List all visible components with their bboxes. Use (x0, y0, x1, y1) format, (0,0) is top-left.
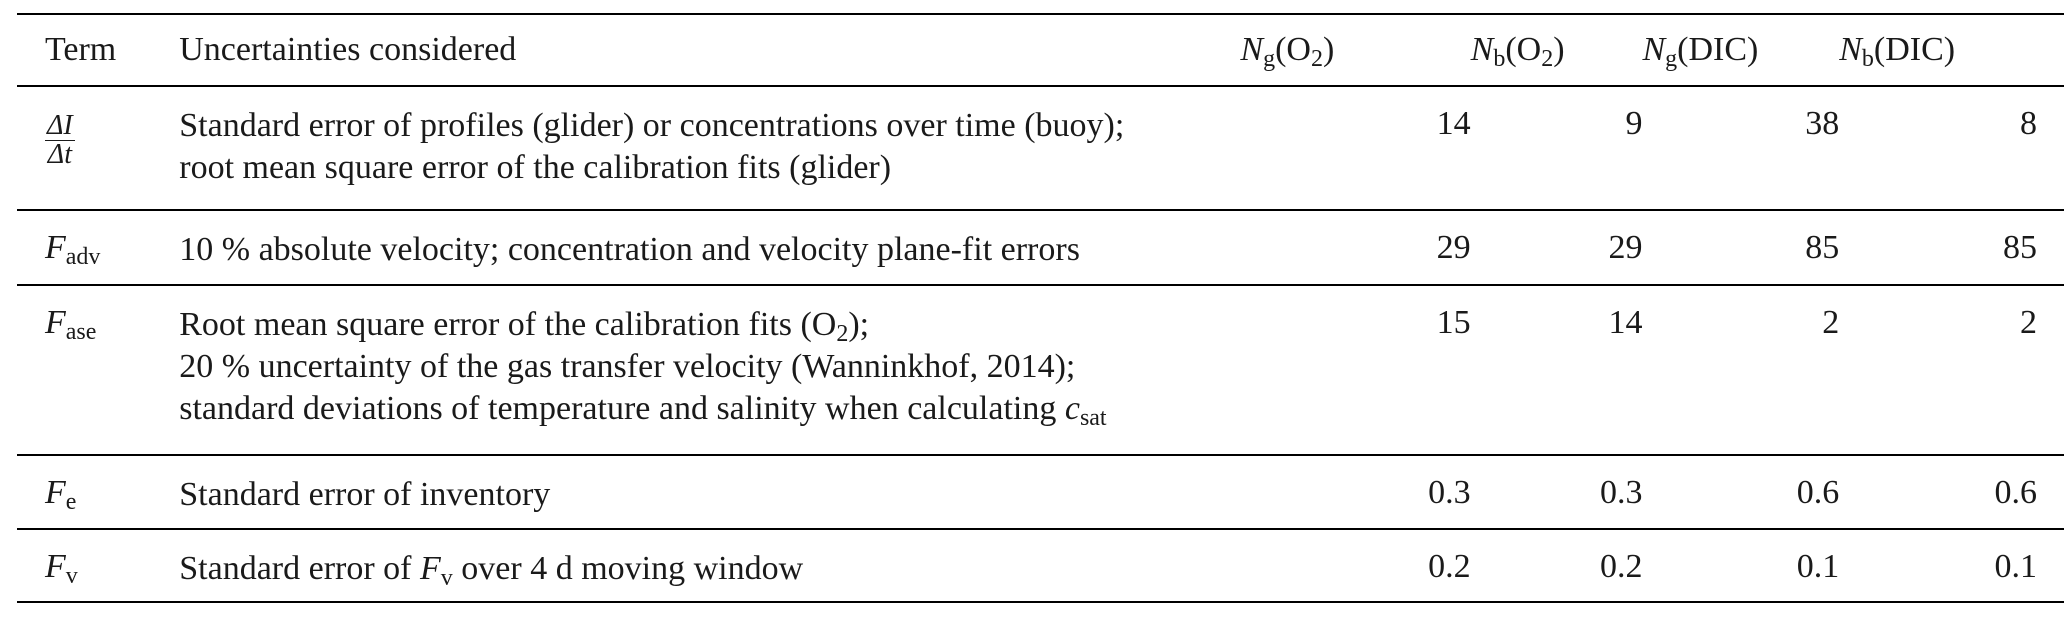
term-cell: $F_{ase}$ (45, 304, 97, 345)
uncertainty-table (17, 13, 2064, 603)
value-cell: 0.2 (1599, 548, 1643, 585)
value-cell: 0.3 (1599, 474, 1643, 511)
table-row (17, 285, 2064, 455)
table-row (17, 86, 2064, 210)
value-cell: 29 (1436, 229, 1471, 266)
header-ng-o2: $N_g(O_2)$ (1240, 31, 1335, 72)
table-row (17, 210, 2064, 285)
value-cell: 9 (1625, 105, 1643, 142)
table-row (17, 529, 2064, 602)
uncertainty-cell: Standard error of inventory (179, 476, 551, 513)
header-nb-o2: $N_b(O_2)$ (1470, 31, 1565, 72)
value-cell: 85 (2003, 229, 2037, 266)
uncertainty-cell: Standard error of profiles (glider) or concentrations over time (buoy); root mean square error of the calibration fits (glider) (179, 107, 1125, 186)
term-cell (17, 86, 179, 210)
table-header-row (17, 14, 2064, 86)
header-nb-dic: $N_b(DIC)$ (1839, 31, 1956, 72)
value-cell: 29 (1608, 229, 1643, 266)
value-cell: 14 (1608, 304, 1643, 341)
term-cell: $F_{adv}$ (45, 229, 101, 270)
term-fraction: $\frac{\Delta I}{\Delta t}$ (47, 110, 73, 170)
uncertainty-cell: Standard error of $F_v$ over 4 d moving window (179, 550, 804, 591)
value-cell: 0.6 (1796, 474, 1840, 511)
value-cell: 15 (1436, 304, 1471, 341)
value-cell: 2 (1822, 304, 1840, 341)
value-cell: 14 (1436, 105, 1471, 142)
value-cell: 0.6 (1994, 474, 2037, 511)
term-cell: $F_e$ (45, 474, 77, 515)
value-cell: 0.1 (1796, 548, 1840, 585)
value-cell: 8 (2020, 105, 2037, 142)
uncertainty-cell: Root mean square error of the calibration fits $(O_2)$; 20 % uncertainty of the gas transfer velocity (Wanninkhof, 2014); standard deviations of temperature and salinity when calculating $c_{sat}$ (179, 306, 1107, 431)
value-cell: 0.2 (1428, 548, 1471, 585)
term-cell: $F_v$ (45, 548, 78, 589)
value-cell: 0.1 (1994, 548, 2037, 585)
value-cell: 85 (1805, 229, 1840, 266)
header-ng-dic: $N_g(DIC)$ (1642, 31, 1759, 72)
value-cell: 38 (1805, 105, 1840, 142)
value-cell: 0.3 (1428, 474, 1471, 511)
table-row (17, 455, 2064, 529)
header-term: Term (45, 31, 117, 68)
uncertainty-cell: 10 % absolute velocity; concentration and velocity plane-fit errors (179, 231, 1080, 268)
value-cell: 2 (2020, 304, 2037, 341)
header-uncertainties: Uncertainties considered (179, 31, 517, 68)
